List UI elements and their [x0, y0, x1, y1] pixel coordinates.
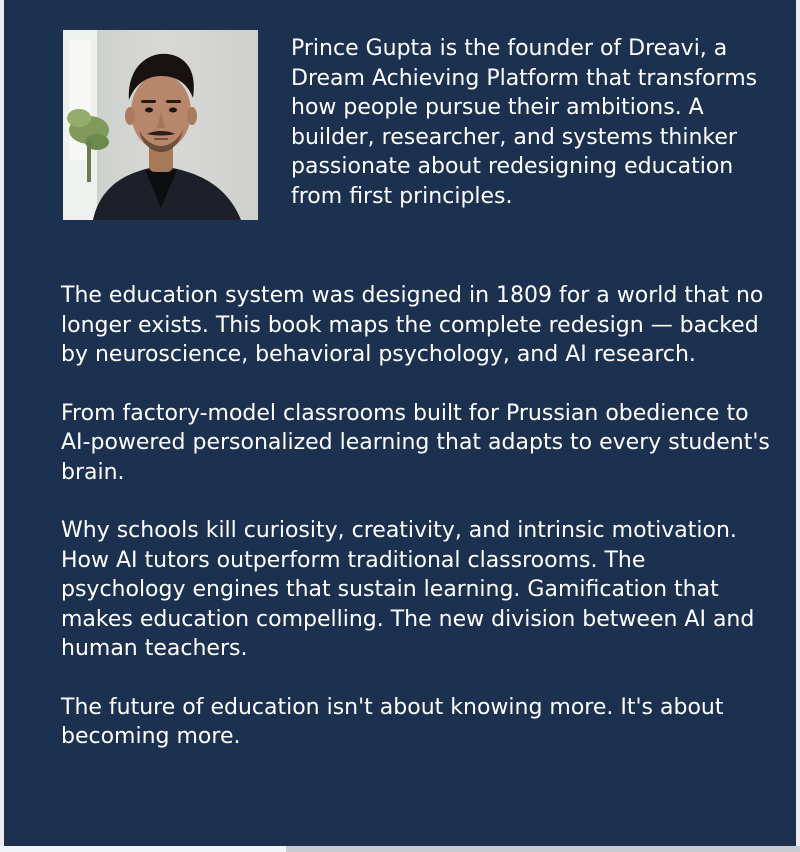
author-bio: Prince Gupta is the founder of Dreavi, a Dream Achieving Platform that transforms how people pursue their ambitions. A builder, researcher, and systems thinker passionate about redesigning education from first principles. — [291, 36, 758, 209]
book-description — [61, 281, 776, 781]
bottom-edge-bar — [286, 846, 800, 852]
description-paragraph: The future of education isn't about knowing more. It's about becoming more. — [61, 694, 724, 749]
book-back-cover — [4, 0, 796, 846]
author-photo — [63, 30, 258, 220]
description-paragraph: Why schools kill curiosity, creativity, and intrinsic motivation. How AI tutors outperform traditional classrooms. The psychology engines that sustain learning. Gamification that makes education compelling. The new division between AI and human teachers. — [61, 518, 755, 661]
description-paragraph: From factory-model classrooms built for Prussian obedience to AI-powered personalized learning that adapts to every student's brain. — [61, 400, 770, 485]
bottom-edge — [0, 846, 800, 852]
description-paragraph: The education system was designed in 1809 for a world that no longer exists. This book maps the complete redesign — backed by neuroscience, behavioral psychology, and AI research. — [61, 283, 764, 367]
author-portrait-icon — [63, 30, 258, 220]
